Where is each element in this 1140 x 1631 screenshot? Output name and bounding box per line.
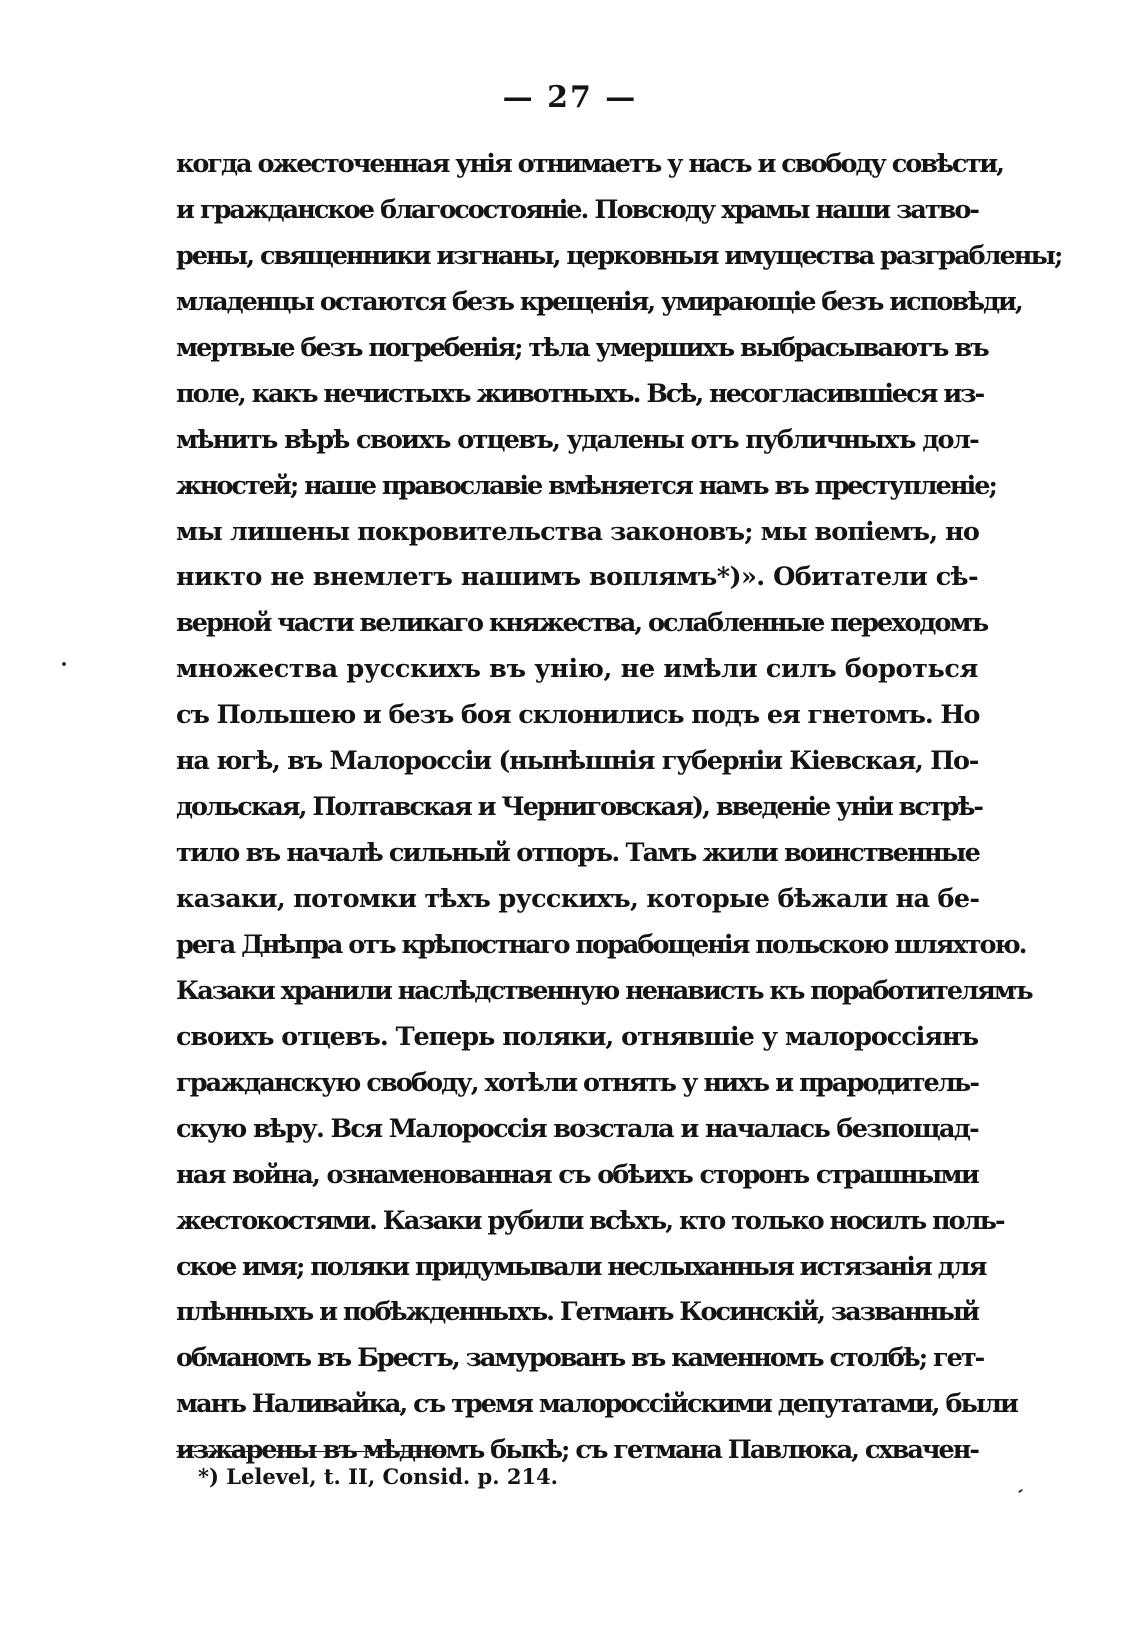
text-line: скую вѣру. Вся Малороссія возстала и началась безпощад- [176,1113,978,1144]
text-line: мертвые безъ погребенія; тѣла умершихъ выбрасываютъ въ [176,332,988,363]
print-speck [62,662,66,666]
text-line: и гражданское благосостояніе. Повсюду храмы наши затво- [176,194,978,225]
text-line: на югѣ, въ Малороссіи (нынѣшнія губерніи Кіевская, По- [176,746,978,777]
text-line: никто не внемлетъ нашимъ воплямъ*)». Обитатели сѣ- [176,562,978,593]
text-line: съ Польшею и безъ боя склонились подъ ея гнетомъ. Но [176,700,980,731]
text-line: младенцы остаются безъ крещенія, умирающіе безъ исповѣди, [176,286,1022,317]
text-line: своихъ отцевъ. Теперь поляки, отнявшіе у малороссіянъ [176,1021,978,1052]
text-line: поле, какъ нечистыхъ животныхъ. Всѣ, несогласившіеся из- [176,378,984,409]
text-line: жностей; наше православіе вмѣняется намъ въ преступленіе; [176,470,996,501]
text-line: ское имя; поляки придумывали неслыханныя истязанія для [176,1251,986,1282]
text-line: множества русскихъ въ унію, не имѣли силъ бороться [176,654,978,685]
text-line: тило въ началѣ сильный отпоръ. Тамъ жили воинственные [176,838,980,869]
text-line: казаки, потомки тѣхъ русскихъ, которые бѣжали на бе- [176,884,980,914]
text-line: дольская, Полтавская и Черниговская), введеніе уніи встрѣ- [176,792,983,823]
page-number: — 27 — [502,80,638,115]
text-line: ная война, ознаменованная съ обѣихъ сторонъ страшными [176,1159,978,1190]
footnote-rule [176,1451,442,1452]
text-line: когда ожесточенная унія отнимаетъ у насъ и свободу совѣсти, [176,149,1004,179]
text-line: мы лишены покровительства законовъ; мы вопіемъ, но [176,516,980,547]
text-line: рены, священники изгнаны, церковныя имущества разграблены; [176,240,1062,271]
text-line: изжарены въ мѣдномъ быкѣ; съ гетмана Павлюка, схвачен- [176,1435,978,1466]
text-line: Казаки хранили наслѣдственную ненависть къ поработителямъ [176,975,1032,1006]
text-line: рега Днѣпра отъ крѣпостнаго порабощенія польскою шляхтою. [176,929,1026,960]
footnote: *) Lelevel, t. II, Consid. p. 214. [198,1464,558,1489]
text-line: мѣнить вѣрѣ своихъ отцевъ, удалены отъ публичныхъ дол- [176,424,978,455]
body-text [176,142,1062,1474]
text-line: гражданскую свободу, хотѣли отнять у нихъ и прародитель- [176,1067,979,1098]
text-line: верной части великаго княжества, ослабленные переходомъ [176,608,988,639]
text-line: плѣнныхъ и побѣжденныхъ. Гетманъ Косинскій, зазванный [176,1297,979,1328]
text-line: обманомъ въ Брестъ, замурованъ въ каменномъ столбѣ; гет- [176,1343,984,1374]
print-speck [1018,1489,1023,1494]
text-line: жестокостями. Казаки рубили всѣхъ, кто только носилъ поль- [176,1205,1004,1236]
text-line: манъ Наливайка, съ тремя малороссійскими депутатами, были [176,1389,1017,1420]
